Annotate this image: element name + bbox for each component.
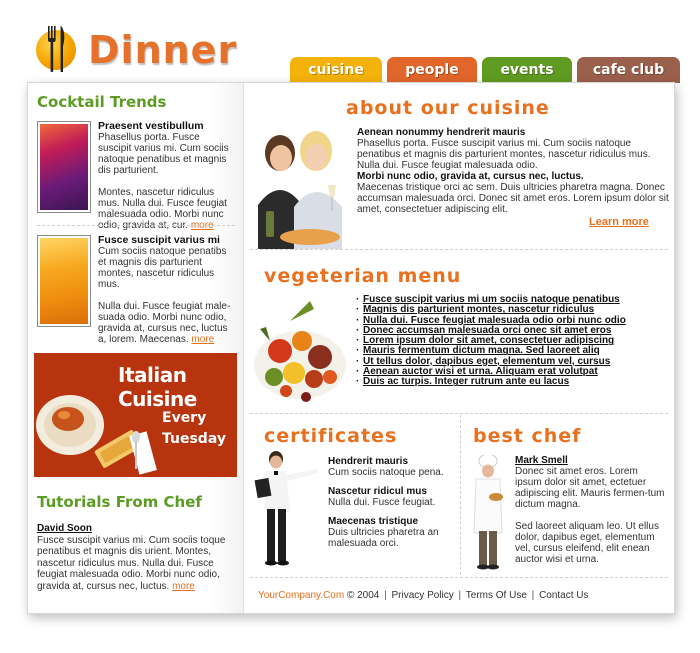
menu-link[interactable]: Duis ac turpis. Integer rutrum ante eu lacus	[363, 376, 570, 388]
menu-link[interactable]: Lorem ipsum dolor sit amet, consectetuer adipiscing	[363, 335, 615, 347]
waiter-image	[254, 451, 324, 567]
best-chef-title: best chef	[473, 425, 582, 447]
footer-contact-link[interactable]: Contact Us	[539, 590, 589, 601]
about-text-block	[357, 127, 669, 215]
menu-link[interactable]: Mauris fermentum dictum magna. Sed laoreet aliq	[363, 345, 600, 357]
footer-separator: |	[384, 590, 387, 601]
more-link[interactable]: more	[190, 220, 214, 231]
tab-cafe-club[interactable]: cafe club	[577, 57, 680, 83]
about-heading: Morbi nunc odio, gravida at, cursus nec, luctus.	[357, 171, 584, 182]
tutorials-title: Tutorials From Chef	[37, 493, 202, 511]
footer-separator: |	[531, 590, 535, 601]
divider	[250, 413, 668, 414]
certificate-heading: Nascetur ridicul mus	[328, 486, 427, 497]
chef-image	[468, 455, 508, 571]
footer-company-link[interactable]: YourCompany.Com	[258, 590, 345, 601]
main-nav	[290, 57, 680, 83]
footer-terms-link[interactable]: Terms Of Use	[465, 590, 527, 601]
chef-name[interactable]: Mark Smell	[515, 455, 568, 466]
tab-events[interactable]: events	[482, 57, 572, 83]
menu-link[interactable]: Nulla dui. Fusce feugiat malesuada odio orbi nunc odio	[363, 314, 626, 326]
menu-link[interactable]: Magnis dis parturient montes, nascetur ridiculus	[363, 304, 595, 316]
about-paragraph: Phasellus porta. Fusce suscipit varius mi. Cum sociis natoque penatibus et magnis dis parturient montes, nascetur ridiculus mus. Nulla dui. Fusce feugiat malesuada odio.	[357, 138, 651, 171]
cocktail-heading: Fusce suscipit varius mi	[98, 234, 220, 246]
about-photo	[250, 125, 354, 249]
promo-line: Every	[162, 410, 207, 426]
menu-link[interactable]: Ut tellus dolor, dapibus eget, elementum vel, cursus	[363, 355, 611, 367]
tutorial-text: Fusce suscipit varius mi. Cum sociis toque penatibus et magnis dis urient. Montes, nascetur ridiculus mus. Nulla dui. Fusce feugiat malesuada odio. Morbi nunc odio, gravida at, cursus nec, luctus.	[37, 534, 226, 592]
promo-line: Tuesday	[162, 431, 226, 447]
promo-title: Italian Cuisine	[118, 363, 197, 411]
divider	[250, 577, 668, 578]
tutorial-author[interactable]: David Soon	[37, 523, 93, 534]
list-item	[357, 377, 657, 387]
certificate-text: Cum sociis natoque pena.	[328, 467, 444, 478]
more-link[interactable]: more	[191, 334, 215, 345]
cocktail-image	[37, 121, 91, 213]
cocktail-text: Phasellus porta. Fusce suscipit varius mi. Cum sociis natoque penatibus et magnis dis parturient.	[98, 132, 229, 176]
vegetables-image	[250, 281, 350, 409]
footer	[258, 590, 589, 601]
certificates-title: certificates	[264, 425, 398, 447]
cocktail-text: Montes, nascetur ridiculus mus. Nulla dui. Fusce feugiat malesuada odio. Morbi nunc odio, gravida at, cur.	[98, 187, 227, 231]
cocktail-trends-title: Cocktail Trends	[37, 93, 167, 111]
menu-link[interactable]: Donec accumsan malesuada orci onec sit amet eros	[363, 324, 612, 336]
fork-knife-icon	[36, 30, 76, 70]
chef-paragraph: Sed laoreet aliquam leo. Ut ellus dolor, dapibus eget, elementum vel, cursus eleifend, elit enean auctor wisi et urna.	[515, 521, 659, 565]
cocktail-text: Cum sociis natoque penatibs et magnis dis parturient montes, nascetur ridiculus mus.	[98, 246, 227, 290]
content-panel	[27, 82, 675, 614]
divider	[460, 415, 461, 575]
certificate-text: Nulla dui. Fusce feugiat.	[328, 497, 436, 508]
cocktail-text: Nulla dui. Fusce feugiat male-suada odio. Morbi nunc odio, gravida at, cursus nec, luctus a, lorem. Maecenas.	[98, 301, 231, 345]
menu-link[interactable]: Fusce suscipit varius mi um sociis natoque penatibus	[363, 294, 620, 305]
learn-more-link[interactable]: Learn more	[589, 216, 649, 228]
brand-name: Dinner	[88, 28, 238, 72]
cocktail-image	[37, 235, 91, 327]
about-paragraph: Maecenas tristique orci ac sem. Duis ultricies pharetra magna. Donec accumsan malesuada orci. Donec sit amet eros. Lorem ipsum dolor sit amet, consectetuer adipiscing elit.	[357, 182, 669, 215]
certificate-heading: Maecenas tristique	[328, 516, 419, 527]
footer-privacy-link[interactable]: Privacy Policy	[391, 590, 454, 601]
tab-people[interactable]: people	[387, 57, 477, 83]
site-logo[interactable]	[36, 26, 256, 78]
certificates-list	[328, 456, 458, 557]
about-title: about our cuisine	[346, 97, 550, 119]
about-heading: Aenean nonummy hendrerit mauris	[357, 127, 526, 138]
chef-paragraph: Donec sit amet eros. Lorem ipsum dolor sit amet, ectetuer adipiscing elit. Mauris fermen-tum dictum magna.	[515, 466, 665, 510]
more-link[interactable]: more	[172, 580, 195, 592]
certificate-heading: Hendrerit mauris	[328, 456, 409, 467]
menu-link[interactable]: Aenean auctor wisi et urna. Aliquam erat volutpat	[363, 366, 598, 378]
divider	[250, 249, 668, 250]
tab-cuisine[interactable]: cuisine	[290, 57, 382, 83]
certificate-text: Duis ultricies pharetra an malesuada orci.	[328, 527, 439, 549]
divider	[37, 225, 235, 226]
footer-copyright: © 2004	[346, 590, 380, 601]
best-chef-text	[515, 455, 665, 565]
italian-cuisine-banner[interactable]	[34, 353, 237, 477]
footer-separator: |	[458, 590, 462, 601]
vegetarian-title: vegeterian menu	[264, 265, 462, 287]
left-column	[28, 83, 244, 613]
tutorial-item	[37, 523, 237, 592]
vegetarian-list	[357, 295, 657, 388]
cocktail-heading: Praesent vestibullum	[98, 120, 204, 132]
